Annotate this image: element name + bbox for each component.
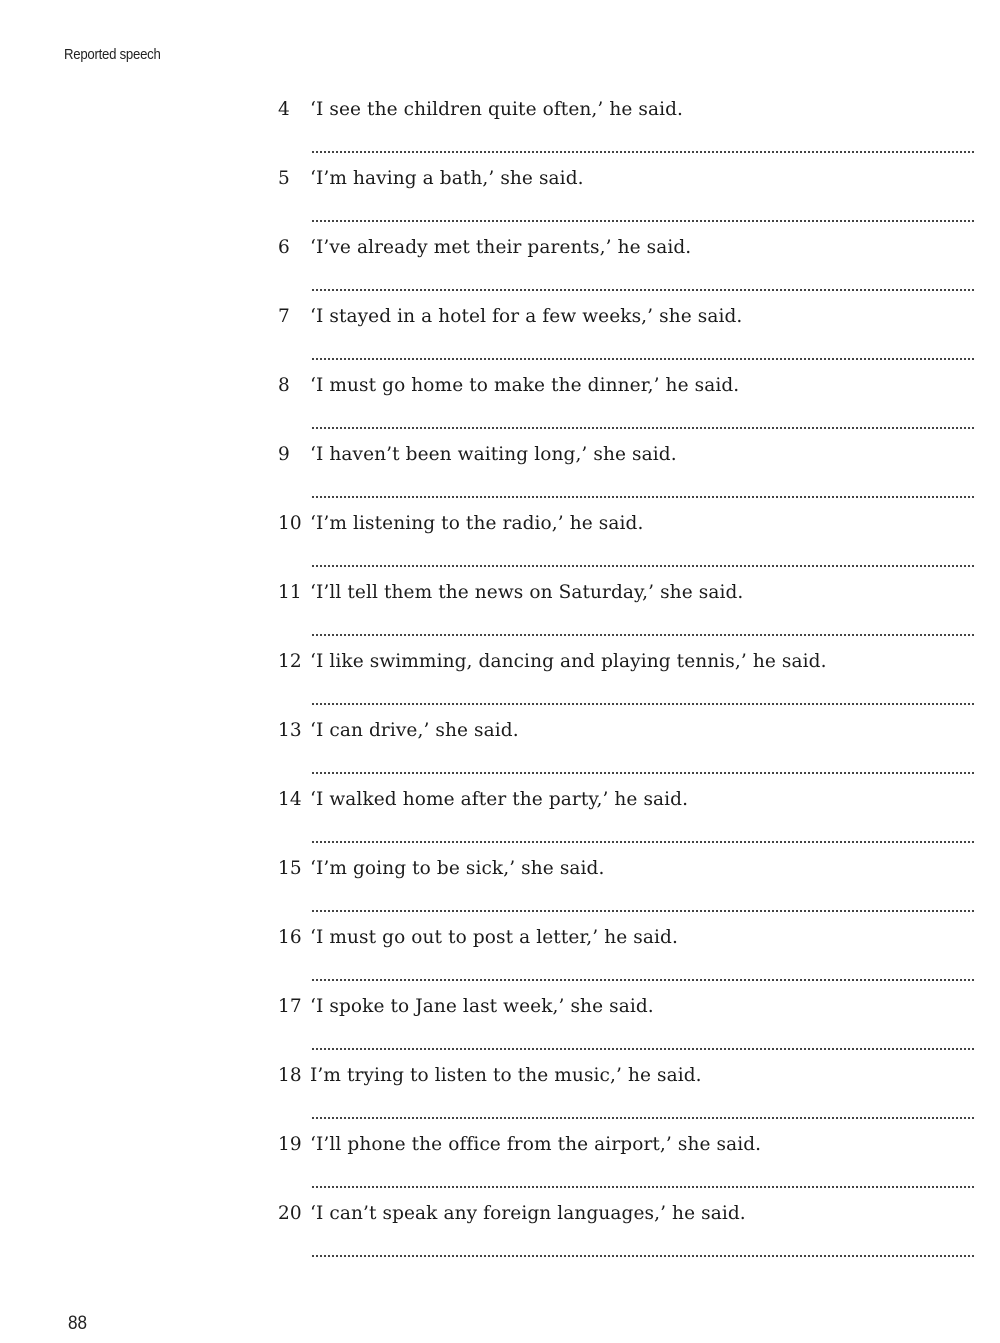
answer-line[interactable] — [312, 703, 974, 705]
exercise-item — [278, 651, 974, 720]
item-sentence: ‘I’ll tell them the news on Saturday,’ she said. — [310, 582, 744, 603]
item-sentence: ‘I’m having a bath,’ she said. — [310, 168, 584, 189]
exercise-item — [278, 858, 974, 927]
item-sentence: ‘I can’t speak any foreign languages,’ he said. — [310, 1203, 746, 1224]
answer-line[interactable] — [312, 634, 974, 636]
item-sentence: ‘I must go out to post a letter,’ he said. — [310, 927, 678, 948]
item-sentence: ‘I’ve already met their parents,’ he said. — [310, 237, 692, 258]
answer-line[interactable] — [312, 841, 974, 843]
item-sentence: ‘I walked home after the party,’ he said. — [310, 789, 689, 810]
item-number: 19 — [278, 1134, 302, 1155]
exercise-item — [278, 237, 974, 306]
item-sentence: ‘I see the children quite often,’ he said. — [310, 99, 684, 120]
item-sentence: I’m trying to listen to the music,’ he said. — [310, 1065, 702, 1086]
item-sentence: ‘I’m going to be sick,’ she said. — [310, 858, 605, 879]
item-number: 16 — [278, 927, 302, 948]
exercise-item — [278, 1203, 974, 1272]
item-number: 20 — [278, 1203, 302, 1224]
answer-line[interactable] — [312, 565, 974, 567]
answer-line[interactable] — [312, 151, 974, 153]
answer-line[interactable] — [312, 427, 974, 429]
section-title: Reported speech — [64, 46, 161, 63]
item-number: 17 — [278, 996, 302, 1017]
item-number: 14 — [278, 789, 302, 810]
item-number: 5 — [278, 168, 290, 189]
item-sentence: ‘I’m listening to the radio,’ he said. — [310, 513, 644, 534]
answer-line[interactable] — [312, 358, 974, 360]
exercise-item — [278, 513, 974, 582]
exercise-item — [278, 996, 974, 1065]
item-number: 7 — [278, 306, 290, 327]
answer-line[interactable] — [312, 910, 974, 912]
exercise-item — [278, 444, 974, 513]
exercise-item — [278, 927, 974, 996]
answer-line[interactable] — [312, 1186, 974, 1188]
item-number: 10 — [278, 513, 302, 534]
item-number: 6 — [278, 237, 290, 258]
item-sentence: ‘I must go home to make the dinner,’ he said. — [310, 375, 740, 396]
answer-line[interactable] — [312, 220, 974, 222]
exercise-item — [278, 99, 974, 168]
item-sentence: ‘I haven’t been waiting long,’ she said. — [310, 444, 677, 465]
item-sentence: ‘I stayed in a hotel for a few weeks,’ she said. — [310, 306, 743, 327]
exercise-item — [278, 375, 974, 444]
exercise-list — [278, 99, 974, 1272]
answer-line[interactable] — [312, 979, 974, 981]
page-number: 88 — [68, 1313, 88, 1334]
exercise-item — [278, 1134, 974, 1203]
item-number: 18 — [278, 1065, 302, 1086]
item-sentence: ‘I like swimming, dancing and playing tennis,’ he said. — [310, 651, 827, 672]
exercise-item — [278, 789, 974, 858]
item-number: 4 — [278, 99, 290, 120]
answer-line[interactable] — [312, 1048, 974, 1050]
item-number: 12 — [278, 651, 302, 672]
answer-line[interactable] — [312, 289, 974, 291]
item-number: 15 — [278, 858, 302, 879]
exercise-item — [278, 582, 974, 651]
answer-line[interactable] — [312, 1255, 974, 1257]
answer-line[interactable] — [312, 1117, 974, 1119]
item-sentence: ‘I’ll phone the office from the airport,’ she said. — [310, 1134, 762, 1155]
item-sentence: ‘I can drive,’ she said. — [310, 720, 519, 741]
item-number: 11 — [278, 582, 302, 603]
exercise-item — [278, 306, 974, 375]
answer-line[interactable] — [312, 496, 974, 498]
item-number: 9 — [278, 444, 290, 465]
exercise-item — [278, 1065, 974, 1134]
exercise-item — [278, 720, 974, 789]
exercise-item — [278, 168, 974, 237]
item-sentence: ‘I spoke to Jane last week,’ she said. — [310, 996, 654, 1017]
answer-line[interactable] — [312, 772, 974, 774]
item-number: 8 — [278, 375, 290, 396]
item-number: 13 — [278, 720, 302, 741]
